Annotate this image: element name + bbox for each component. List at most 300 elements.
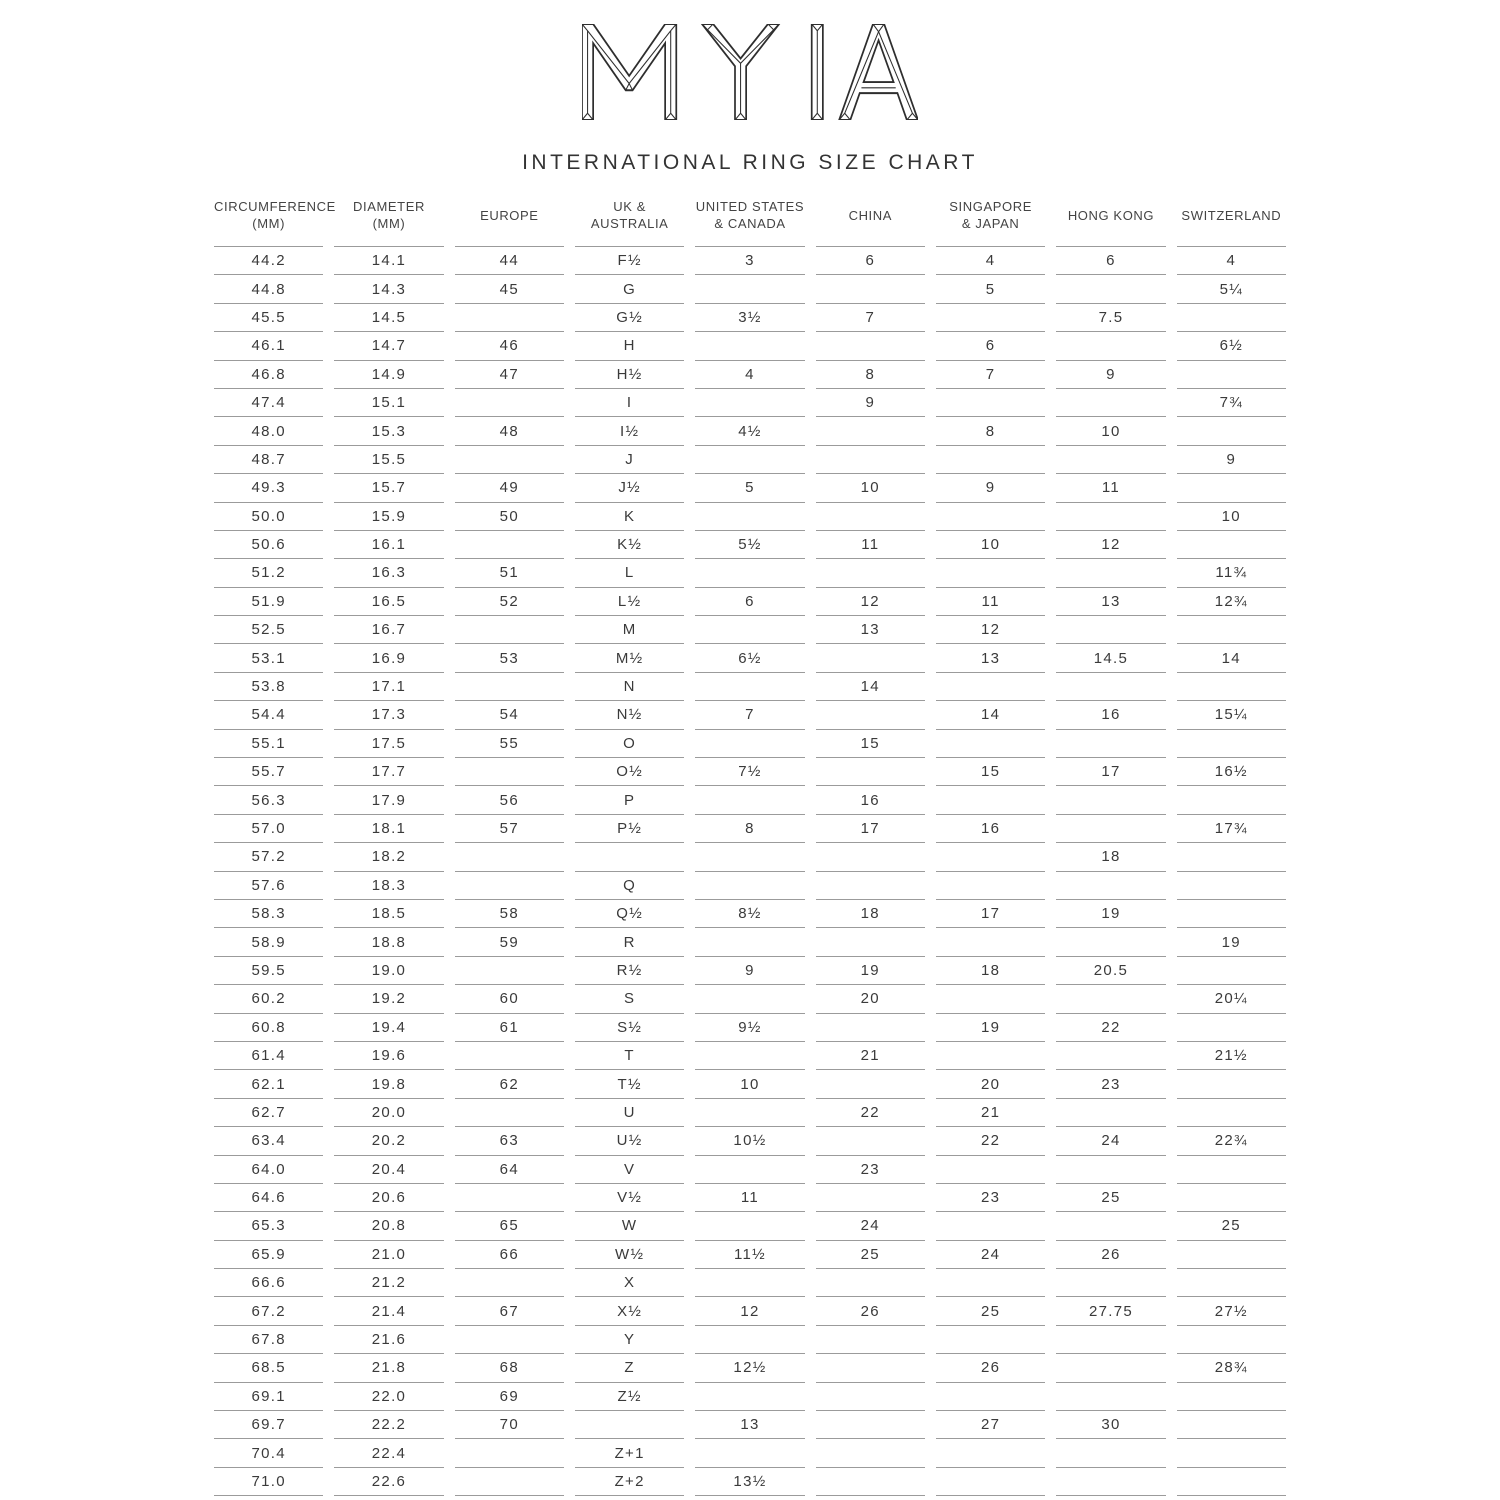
table-cell-switzerland bbox=[1177, 900, 1286, 928]
table-row bbox=[214, 872, 1286, 900]
table-cell-uk_australia: Z bbox=[575, 1354, 684, 1382]
table-cell-europe: 65 bbox=[455, 1212, 564, 1240]
table-cell-diameter: 19.6 bbox=[334, 1042, 443, 1070]
table-cell-china bbox=[816, 503, 925, 531]
table-cell-us_canada bbox=[695, 275, 804, 303]
column-header-line: HONG KONG bbox=[1067, 207, 1155, 223]
table-cell-singapore_japan: 26 bbox=[936, 1354, 1045, 1382]
table-cell-europe: 62 bbox=[455, 1070, 564, 1098]
table-cell-switzerland bbox=[1177, 1070, 1286, 1098]
column-header-line: SWITZERLAND bbox=[1181, 207, 1282, 223]
table-row bbox=[214, 417, 1286, 445]
table-cell-singapore_japan bbox=[936, 1383, 1045, 1411]
table-cell-singapore_japan bbox=[936, 928, 1045, 956]
table-cell-diameter: 22.2 bbox=[334, 1411, 443, 1439]
table-cell-china: 24 bbox=[816, 1212, 925, 1240]
table-cell-singapore_japan: 27 bbox=[936, 1411, 1045, 1439]
table-cell-china bbox=[816, 559, 925, 587]
table-cell-hong_kong bbox=[1056, 673, 1165, 701]
table-cell-hong_kong: 6 bbox=[1056, 247, 1165, 275]
table-cell-circumference: 55.7 bbox=[214, 758, 323, 786]
table-cell-switzerland: 15¼ bbox=[1177, 701, 1286, 729]
table-cell-diameter: 16.9 bbox=[334, 644, 443, 672]
table-cell-hong_kong bbox=[1056, 332, 1165, 360]
table-cell-hong_kong: 25 bbox=[1056, 1184, 1165, 1212]
table-cell-diameter: 18.8 bbox=[334, 928, 443, 956]
table-cell-switzerland: 10 bbox=[1177, 503, 1286, 531]
table-cell-china: 25 bbox=[816, 1241, 925, 1269]
column-header-line: & JAPAN bbox=[961, 216, 1020, 231]
table-cell-hong_kong bbox=[1056, 503, 1165, 531]
table-cell-uk_australia bbox=[575, 843, 684, 871]
table-cell-singapore_japan: 20 bbox=[936, 1070, 1045, 1098]
table-cell-uk_australia: Q½ bbox=[575, 900, 684, 928]
table-cell-us_canada: 12½ bbox=[695, 1354, 804, 1382]
table-cell-singapore_japan: 6 bbox=[936, 332, 1045, 360]
table-cell-diameter: 20.8 bbox=[334, 1212, 443, 1240]
table-cell-china bbox=[816, 1468, 925, 1496]
table-cell-uk_australia: P½ bbox=[575, 815, 684, 843]
table-cell-us_canada bbox=[695, 332, 804, 360]
table-cell-us_canada: 8 bbox=[695, 815, 804, 843]
table-cell-uk_australia: R bbox=[575, 928, 684, 956]
table-row bbox=[214, 1354, 1286, 1382]
table-cell-circumference: 46.8 bbox=[214, 361, 323, 389]
table-cell-hong_kong: 10 bbox=[1056, 417, 1165, 445]
table-cell-china: 9 bbox=[816, 389, 925, 417]
column-header-line: CIRCUMFERENCE bbox=[214, 199, 336, 215]
table-cell-us_canada: 3 bbox=[695, 247, 804, 275]
table-cell-hong_kong: 22 bbox=[1056, 1014, 1165, 1042]
table-cell-diameter: 21.8 bbox=[334, 1354, 443, 1382]
table-cell-us_canada bbox=[695, 1099, 804, 1127]
table-cell-circumference: 50.6 bbox=[214, 531, 323, 559]
table-cell-europe bbox=[455, 957, 564, 985]
table-cell-circumference: 70.4 bbox=[214, 1439, 323, 1467]
table-row bbox=[214, 673, 1286, 701]
table-cell-diameter: 15.9 bbox=[334, 503, 443, 531]
table-cell-hong_kong bbox=[1056, 1042, 1165, 1070]
table-cell-switzerland bbox=[1177, 417, 1286, 445]
table-cell-circumference: 64.6 bbox=[214, 1184, 323, 1212]
column-header-switzerland bbox=[1177, 191, 1286, 247]
table-cell-us_canada bbox=[695, 673, 804, 701]
table-cell-uk_australia: N bbox=[575, 673, 684, 701]
table-cell-europe: 52 bbox=[455, 588, 564, 616]
table-cell-singapore_japan bbox=[936, 1156, 1045, 1184]
table-cell-singapore_japan: 21 bbox=[936, 1099, 1045, 1127]
table-cell-diameter: 20.6 bbox=[334, 1184, 443, 1212]
table-cell-china bbox=[816, 1383, 925, 1411]
column-header-circumference bbox=[214, 191, 336, 247]
table-row bbox=[214, 900, 1286, 928]
table-cell-hong_kong: 27.75 bbox=[1056, 1297, 1165, 1325]
table-cell-uk_australia: W bbox=[575, 1212, 684, 1240]
table-cell-china bbox=[816, 701, 925, 729]
table-cell-switzerland bbox=[1177, 1383, 1286, 1411]
table-row bbox=[214, 1014, 1286, 1042]
table-cell-europe: 60 bbox=[455, 985, 564, 1013]
table-cell-us_canada bbox=[695, 1042, 804, 1070]
table-cell-singapore_japan: 5 bbox=[936, 275, 1045, 303]
table-cell-switzerland: 16½ bbox=[1177, 758, 1286, 786]
table-cell-europe bbox=[455, 1184, 564, 1212]
table-cell-switzerland: 22¾ bbox=[1177, 1127, 1286, 1155]
table-row bbox=[214, 701, 1286, 729]
table-cell-china bbox=[816, 417, 925, 445]
table-cell-diameter: 21.4 bbox=[334, 1297, 443, 1325]
table-cell-uk_australia: I½ bbox=[575, 417, 684, 445]
table-cell-singapore_japan: 13 bbox=[936, 644, 1045, 672]
column-header-china bbox=[816, 191, 925, 247]
table-cell-diameter: 17.7 bbox=[334, 758, 443, 786]
table-row bbox=[214, 503, 1286, 531]
table-cell-us_canada: 7½ bbox=[695, 758, 804, 786]
table-cell-hong_kong: 23 bbox=[1056, 1070, 1165, 1098]
table-cell-china bbox=[816, 1184, 925, 1212]
table-cell-uk_australia: Y bbox=[575, 1326, 684, 1354]
table-cell-china bbox=[816, 1014, 925, 1042]
table-cell-us_canada: 6 bbox=[695, 588, 804, 616]
table-cell-us_canada: 11½ bbox=[695, 1241, 804, 1269]
table-cell-circumference: 60.2 bbox=[214, 985, 323, 1013]
table-cell-china bbox=[816, 928, 925, 956]
table-cell-europe bbox=[455, 1468, 564, 1496]
table-cell-europe: 54 bbox=[455, 701, 564, 729]
table-cell-us_canada bbox=[695, 928, 804, 956]
table-cell-china: 6 bbox=[816, 247, 925, 275]
column-header-line: (MM) bbox=[252, 216, 286, 231]
table-cell-china: 10 bbox=[816, 474, 925, 502]
table-row bbox=[214, 559, 1286, 587]
table-cell-europe: 69 bbox=[455, 1383, 564, 1411]
table-cell-diameter: 17.9 bbox=[334, 786, 443, 814]
column-header-diameter bbox=[334, 191, 443, 247]
table-cell-us_canada: 10 bbox=[695, 1070, 804, 1098]
table-cell-hong_kong: 13 bbox=[1056, 588, 1165, 616]
table-cell-europe: 46 bbox=[455, 332, 564, 360]
table-cell-singapore_japan bbox=[936, 389, 1045, 417]
table-cell-switzerland bbox=[1177, 1411, 1286, 1439]
table-cell-diameter: 14.5 bbox=[334, 304, 443, 332]
table-cell-circumference: 48.0 bbox=[214, 417, 323, 445]
table-cell-circumference: 67.2 bbox=[214, 1297, 323, 1325]
table-cell-singapore_japan bbox=[936, 503, 1045, 531]
table-cell-europe: 44 bbox=[455, 247, 564, 275]
table-cell-hong_kong: 26 bbox=[1056, 1241, 1165, 1269]
table-cell-us_canada: 3½ bbox=[695, 304, 804, 332]
table-cell-europe: 50 bbox=[455, 503, 564, 531]
table-row bbox=[214, 616, 1286, 644]
table-cell-china bbox=[816, 1326, 925, 1354]
table-cell-circumference: 60.8 bbox=[214, 1014, 323, 1042]
table-cell-switzerland: 20¼ bbox=[1177, 985, 1286, 1013]
table-cell-singapore_japan: 12 bbox=[936, 616, 1045, 644]
table-cell-china: 16 bbox=[816, 786, 925, 814]
table-cell-diameter: 19.2 bbox=[334, 985, 443, 1013]
table-cell-diameter: 20.0 bbox=[334, 1099, 443, 1127]
table-cell-europe bbox=[455, 389, 564, 417]
table-cell-europe: 63 bbox=[455, 1127, 564, 1155]
table-cell-hong_kong bbox=[1056, 1439, 1165, 1467]
table-cell-singapore_japan: 24 bbox=[936, 1241, 1045, 1269]
table-cell-switzerland: 27½ bbox=[1177, 1297, 1286, 1325]
table-cell-uk_australia: T½ bbox=[575, 1070, 684, 1098]
table-cell-singapore_japan: 4 bbox=[936, 247, 1045, 275]
column-header-line: CHINA bbox=[848, 207, 893, 223]
table-cell-china: 21 bbox=[816, 1042, 925, 1070]
table-cell-circumference: 56.3 bbox=[214, 786, 323, 814]
table-cell-singapore_japan: 14 bbox=[936, 701, 1045, 729]
table-row bbox=[214, 985, 1286, 1013]
logo-wrap bbox=[0, 0, 1500, 125]
table-cell-diameter: 19.8 bbox=[334, 1070, 443, 1098]
table-cell-switzerland bbox=[1177, 1014, 1286, 1042]
table-cell-europe: 58 bbox=[455, 900, 564, 928]
column-header-hong_kong bbox=[1056, 191, 1165, 247]
table-cell-switzerland bbox=[1177, 616, 1286, 644]
table-cell-us_canada bbox=[695, 559, 804, 587]
table-cell-uk_australia: F½ bbox=[575, 247, 684, 275]
column-header-line: UK & bbox=[613, 199, 647, 215]
table-cell-uk_australia: K½ bbox=[575, 531, 684, 559]
table-cell-circumference: 62.7 bbox=[214, 1099, 323, 1127]
table-cell-china bbox=[816, 1411, 925, 1439]
ring-size-table bbox=[203, 191, 1297, 1496]
table-cell-circumference: 53.8 bbox=[214, 673, 323, 701]
column-header-us_canada bbox=[695, 191, 804, 247]
table-cell-switzerland: 11¾ bbox=[1177, 559, 1286, 587]
table-cell-europe bbox=[455, 446, 564, 474]
table-cell-europe bbox=[455, 843, 564, 871]
table-cell-europe: 49 bbox=[455, 474, 564, 502]
table-cell-us_canada: 9½ bbox=[695, 1014, 804, 1042]
table-cell-diameter: 21.6 bbox=[334, 1326, 443, 1354]
logo-letter-m bbox=[582, 24, 676, 120]
table-cell-us_canada bbox=[695, 1383, 804, 1411]
table-cell-singapore_japan bbox=[936, 1212, 1045, 1240]
table-cell-switzerland bbox=[1177, 872, 1286, 900]
table-cell-switzerland: 4 bbox=[1177, 247, 1286, 275]
table-cell-diameter: 21.2 bbox=[334, 1269, 443, 1297]
table-cell-uk_australia: Z+2 bbox=[575, 1468, 684, 1496]
table-cell-uk_australia: R½ bbox=[575, 957, 684, 985]
column-header-line: SINGAPORE bbox=[949, 199, 1032, 215]
table-row bbox=[214, 786, 1286, 814]
table-cell-china: 13 bbox=[816, 616, 925, 644]
table-cell-circumference: 67.8 bbox=[214, 1326, 323, 1354]
table-cell-uk_australia: Q bbox=[575, 872, 684, 900]
table-cell-circumference: 51.2 bbox=[214, 559, 323, 587]
table-row bbox=[214, 1184, 1286, 1212]
table-cell-diameter: 14.9 bbox=[334, 361, 443, 389]
table-cell-china: 23 bbox=[816, 1156, 925, 1184]
table-cell-china bbox=[816, 1269, 925, 1297]
table-cell-uk_australia: N½ bbox=[575, 701, 684, 729]
column-header-line: EUROPE bbox=[480, 207, 539, 223]
table-cell-switzerland bbox=[1177, 730, 1286, 758]
table-cell-uk_australia: S½ bbox=[575, 1014, 684, 1042]
table-cell-uk_australia: S bbox=[575, 985, 684, 1013]
table-cell-diameter: 18.1 bbox=[334, 815, 443, 843]
table-cell-uk_australia: J bbox=[575, 446, 684, 474]
table-row bbox=[214, 644, 1286, 672]
table-cell-europe: 66 bbox=[455, 1241, 564, 1269]
table-cell-diameter: 16.3 bbox=[334, 559, 443, 587]
table-cell-diameter: 14.1 bbox=[334, 247, 443, 275]
table-cell-circumference: 50.0 bbox=[214, 503, 323, 531]
table-cell-hong_kong bbox=[1056, 1156, 1165, 1184]
table-cell-singapore_japan: 9 bbox=[936, 474, 1045, 502]
table-cell-singapore_japan: 25 bbox=[936, 1297, 1045, 1325]
table-cell-circumference: 44.8 bbox=[214, 275, 323, 303]
table-cell-singapore_japan: 11 bbox=[936, 588, 1045, 616]
table-cell-us_canada: 5½ bbox=[695, 531, 804, 559]
table-cell-diameter: 20.2 bbox=[334, 1127, 443, 1155]
table-cell-china bbox=[816, 275, 925, 303]
table-cell-hong_kong bbox=[1056, 1468, 1165, 1496]
table-cell-us_canada bbox=[695, 872, 804, 900]
table-cell-china bbox=[816, 872, 925, 900]
table-cell-us_canada bbox=[695, 1212, 804, 1240]
table-cell-diameter: 18.3 bbox=[334, 872, 443, 900]
table-cell-hong_kong: 14.5 bbox=[1056, 644, 1165, 672]
table-cell-hong_kong: 19 bbox=[1056, 900, 1165, 928]
table-cell-circumference: 45.5 bbox=[214, 304, 323, 332]
table-cell-europe bbox=[455, 673, 564, 701]
table-cell-europe bbox=[455, 1269, 564, 1297]
table-cell-china bbox=[816, 1127, 925, 1155]
table-cell-hong_kong bbox=[1056, 786, 1165, 814]
table-cell-circumference: 47.4 bbox=[214, 389, 323, 417]
table-cell-singapore_japan bbox=[936, 872, 1045, 900]
table-cell-switzerland bbox=[1177, 531, 1286, 559]
table-cell-hong_kong: 16 bbox=[1056, 701, 1165, 729]
table-cell-china: 8 bbox=[816, 361, 925, 389]
table-cell-uk_australia: Z+1 bbox=[575, 1439, 684, 1467]
table-cell-switzerland: 5¼ bbox=[1177, 275, 1286, 303]
table-cell-singapore_japan: 7 bbox=[936, 361, 1045, 389]
table-row bbox=[214, 361, 1286, 389]
table-cell-europe: 45 bbox=[455, 275, 564, 303]
table-cell-circumference: 64.0 bbox=[214, 1156, 323, 1184]
table-cell-circumference: 59.5 bbox=[214, 957, 323, 985]
table-row bbox=[214, 247, 1286, 275]
table-cell-uk_australia: W½ bbox=[575, 1241, 684, 1269]
table-cell-europe: 68 bbox=[455, 1354, 564, 1382]
table-cell-uk_australia: I bbox=[575, 389, 684, 417]
table-cell-singapore_japan: 23 bbox=[936, 1184, 1045, 1212]
column-header-uk_australia bbox=[575, 191, 684, 247]
table-cell-diameter: 15.3 bbox=[334, 417, 443, 445]
table-cell-singapore_japan bbox=[936, 730, 1045, 758]
column-header-line: AUSTRALIA bbox=[590, 216, 669, 231]
table-cell-china bbox=[816, 644, 925, 672]
table-cell-china: 18 bbox=[816, 900, 925, 928]
table-cell-singapore_japan: 18 bbox=[936, 957, 1045, 985]
table-cell-europe: 64 bbox=[455, 1156, 564, 1184]
table-cell-europe bbox=[455, 872, 564, 900]
table-cell-switzerland bbox=[1177, 1468, 1286, 1496]
table-row bbox=[214, 1042, 1286, 1070]
table-cell-uk_australia bbox=[575, 1411, 684, 1439]
table-cell-circumference: 68.5 bbox=[214, 1354, 323, 1382]
table-cell-switzerland bbox=[1177, 957, 1286, 985]
table-cell-uk_australia: X½ bbox=[575, 1297, 684, 1325]
table-cell-circumference: 65.9 bbox=[214, 1241, 323, 1269]
table-cell-hong_kong: 7.5 bbox=[1056, 304, 1165, 332]
table-cell-china: 12 bbox=[816, 588, 925, 616]
table-cell-china: 7 bbox=[816, 304, 925, 332]
table-cell-us_canada: 13 bbox=[695, 1411, 804, 1439]
table-cell-uk_australia: Z½ bbox=[575, 1383, 684, 1411]
table-cell-europe: 51 bbox=[455, 559, 564, 587]
table-cell-singapore_japan bbox=[936, 673, 1045, 701]
table-cell-us_canada bbox=[695, 985, 804, 1013]
table-cell-hong_kong bbox=[1056, 872, 1165, 900]
table-cell-switzerland bbox=[1177, 1241, 1286, 1269]
table-cell-uk_australia: O½ bbox=[575, 758, 684, 786]
table-cell-circumference: 57.6 bbox=[214, 872, 323, 900]
table-cell-diameter: 15.5 bbox=[334, 446, 443, 474]
table-cell-uk_australia: H bbox=[575, 332, 684, 360]
table-cell-diameter: 15.7 bbox=[334, 474, 443, 502]
table-cell-hong_kong bbox=[1056, 559, 1165, 587]
table-cell-hong_kong: 30 bbox=[1056, 1411, 1165, 1439]
table-cell-circumference: 57.0 bbox=[214, 815, 323, 843]
table-row bbox=[214, 332, 1286, 360]
table-cell-china bbox=[816, 1070, 925, 1098]
table-cell-circumference: 65.3 bbox=[214, 1212, 323, 1240]
table-row bbox=[214, 1326, 1286, 1354]
table-cell-europe bbox=[455, 304, 564, 332]
table-cell-china: 22 bbox=[816, 1099, 925, 1127]
table-header bbox=[214, 191, 1286, 247]
table-cell-singapore_japan bbox=[936, 985, 1045, 1013]
table-row bbox=[214, 1383, 1286, 1411]
table-cell-europe: 55 bbox=[455, 730, 564, 758]
table-cell-us_canada: 6½ bbox=[695, 644, 804, 672]
table-cell-switzerland bbox=[1177, 474, 1286, 502]
table-cell-china: 14 bbox=[816, 673, 925, 701]
table-cell-singapore_japan: 15 bbox=[936, 758, 1045, 786]
table-row bbox=[214, 1439, 1286, 1467]
table-cell-singapore_japan bbox=[936, 786, 1045, 814]
table-cell-us_canada bbox=[695, 786, 804, 814]
table-cell-hong_kong: 20.5 bbox=[1056, 957, 1165, 985]
table-cell-switzerland bbox=[1177, 1099, 1286, 1127]
table-cell-diameter: 22.4 bbox=[334, 1439, 443, 1467]
table-cell-uk_australia: X bbox=[575, 1269, 684, 1297]
table-cell-uk_australia: K bbox=[575, 503, 684, 531]
table-cell-diameter: 19.0 bbox=[334, 957, 443, 985]
table-cell-europe: 47 bbox=[455, 361, 564, 389]
column-header-line: (MM) bbox=[372, 216, 406, 231]
table-cell-us_canada bbox=[695, 843, 804, 871]
table-row bbox=[214, 928, 1286, 956]
logo-letter-i bbox=[812, 24, 823, 120]
table-cell-diameter: 16.7 bbox=[334, 616, 443, 644]
column-header-singapore_japan bbox=[936, 191, 1045, 247]
table-cell-switzerland: 12¾ bbox=[1177, 588, 1286, 616]
table-cell-europe: 53 bbox=[455, 644, 564, 672]
table-cell-switzerland: 19 bbox=[1177, 928, 1286, 956]
table-cell-singapore_japan: 8 bbox=[936, 417, 1045, 445]
table-cell-diameter: 16.1 bbox=[334, 531, 443, 559]
table-cell-diameter: 16.5 bbox=[334, 588, 443, 616]
table-cell-europe bbox=[455, 616, 564, 644]
table-row bbox=[214, 1127, 1286, 1155]
